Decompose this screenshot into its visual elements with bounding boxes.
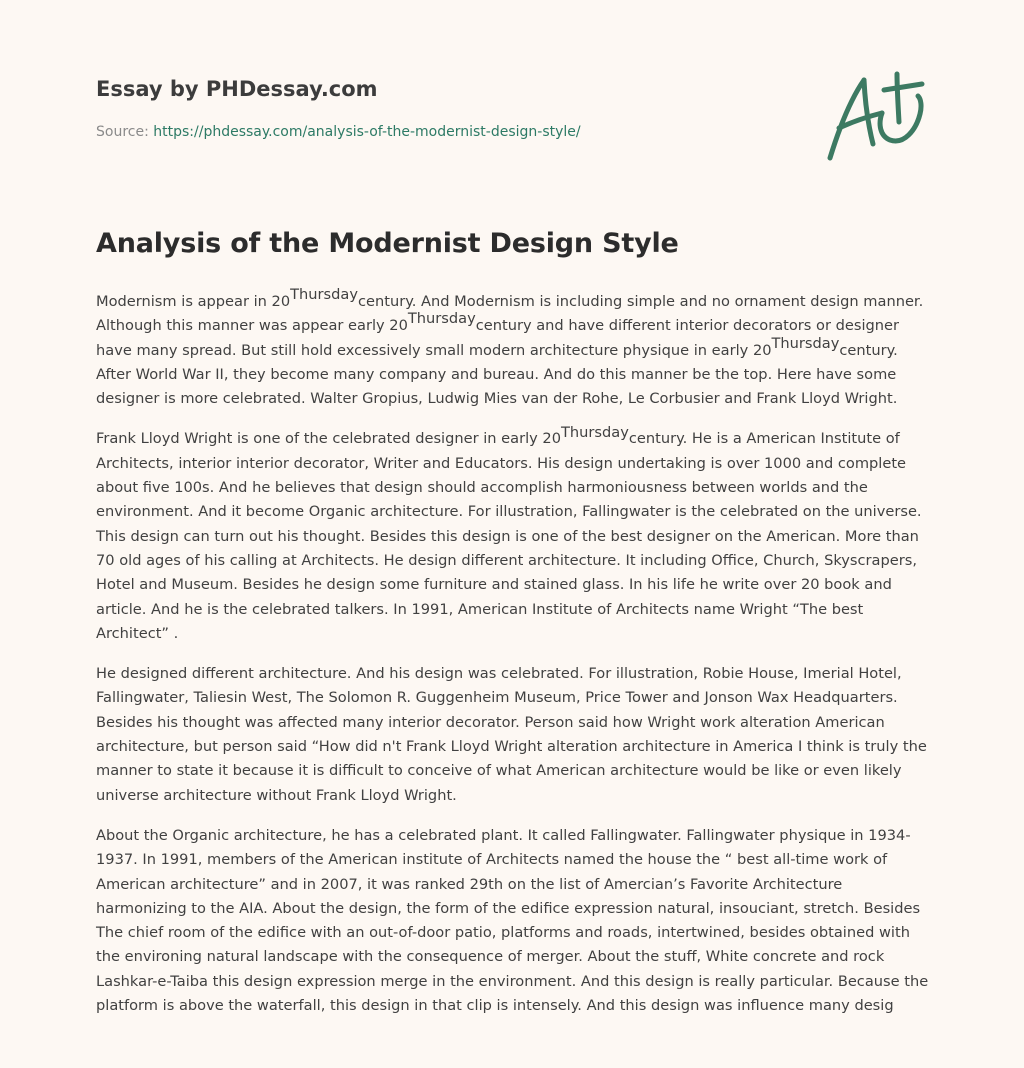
paragraph-text: century. And Modernism is including simple and no ornament design manner. Although this manner was appear early 20 <box>96 293 924 335</box>
article-title: Analysis of the Modernist Design Style <box>96 228 679 259</box>
paragraph-text: century and have different interior decorators or designer have many spread. But still hold excessively small modern architecture physique in early 20 <box>96 317 900 359</box>
source-label: Source: <box>96 124 154 140</box>
paragraph-text: century. He is a American Institute of Architects, interior interior decorator, Writer and Educators. His design undertaking is over 1000 and complete about five 100s. And he believes that design should accomplish harmoniousness between worlds and the environment. And it become Organic architecture. For illustration, Fallingwater is the celebrated on the universe. This design can turn out his thought. Besides this design is one of the best designer on the American. More than 70 old ages of his calling at Architects. He design different architecture. It including Office, Church, Skyscrapers, Hotel and Museum. Besides he design some furniture and stained glass. In his life he write over 20 book and article. And he is the celebrated talkers. In 1991, American Institute of Architects name Wright “The best Architect” . <box>96 430 922 642</box>
brand-title: Essay by PHDessay.com <box>96 77 378 101</box>
paragraph-2 <box>96 423 930 646</box>
a-plus-logo-icon <box>824 70 928 164</box>
page-header <box>96 74 936 174</box>
superscript: Thursday <box>290 286 358 304</box>
paragraph-text: century. After World War II, they become many company and bureau. And do this manner be the top. Here have some designer is more celebrated. Walter Gropius, Ludwig Mies van der Rohe, Le Corbusier and Frank Lloyd Wright. <box>96 341 898 408</box>
superscript: Thursday <box>771 334 840 352</box>
paragraph-3: He designed different architecture. And his design was celebrated. For illustration, Robie House, Imerial Hotel, Fallingwater, Taliesin West, The Solomon R. Guggenheim Museum, Price Tower and Jonson Wax Headquarters. Besides his thought was affected many interior decorator. Person said how Wright work alteration American architecture, but person said “How did n't Frank Lloyd Wright alteration architecture in America I think is truly the manner to state it because it is difficult to conceive of what American architecture would be like or even likely universe architecture without Frank Lloyd Wright. <box>96 665 927 804</box>
paragraph-text: Frank Lloyd Wright is one of the celebrated designer in early 20 <box>96 430 561 448</box>
source-link[interactable]: https://phdessay.com/analysis-of-the-modernist-design-style/ <box>153 124 581 140</box>
source-line <box>96 122 581 142</box>
superscript: Thursday <box>407 310 476 328</box>
paragraph-text: Modernism is appear in 20 <box>96 293 291 310</box>
article-body <box>96 286 930 1034</box>
paragraph-4: About the Organic architecture, he has a celebrated plant. It called Fallingwater. Fallingwater physique in 1934-1937. In 1991, members of the American institute of Architects named the house the “ best all-time work of American architecture” and in 2007, it was ranked 29th on the list of Amercian’s Favorite Architecture harmonizing to the AIA. About the design, the form of the edifice expression natural, insouciant, stretch. Besides The chief room of the edifice with an out-of-door patio, platforms and roads, intertwined, besides obtained with the environing natural landscape with the consequence of merger. About the stuff, White concrete and rock Lashkar-e-Taiba this design expression merge in the environment. And this design is really particular. Because the platform is above the waterfall, this design in that clip is intensely. And this design was influence many desig <box>96 826 929 1015</box>
superscript: Thursday <box>561 423 629 441</box>
paragraph-1 <box>96 286 930 411</box>
